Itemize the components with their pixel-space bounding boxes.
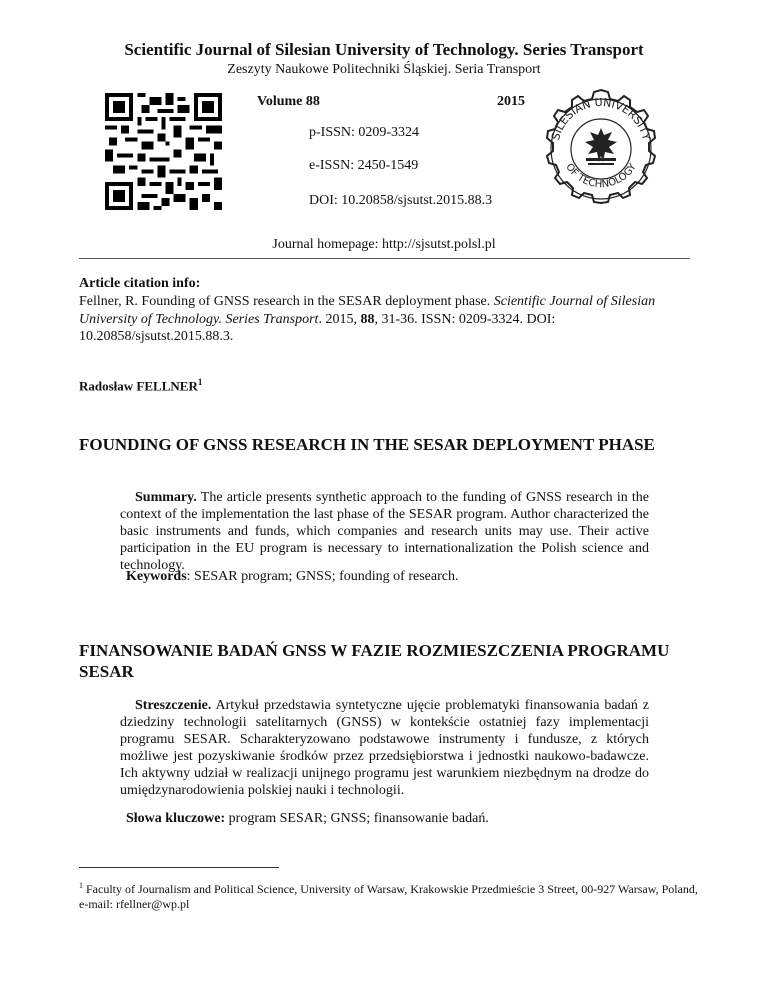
p-issn: p-ISSN: 0209-3324 [309, 125, 420, 140]
citation-volume: 88 [360, 311, 375, 327]
year-label: 2015 [497, 94, 525, 109]
citation-journal: Scientific Journal of Silesian University of Technology. Series Transport [79, 294, 656, 327]
streszczenie-label: Streszczenie. [135, 698, 212, 713]
author-footnote-mark: 1 [197, 377, 203, 387]
e-issn: e-ISSN: 2450-1549 [309, 158, 419, 173]
footnote [79, 878, 699, 912]
keywords-english [126, 569, 458, 585]
keywords-text: : SESAR program; GNSS; founding of research. [186, 569, 459, 584]
doi: DOI: 10.20858/sjsutst.2015.88.3 [309, 193, 493, 208]
footnote-divider [79, 867, 279, 868]
citation-part: , 31-36. ISSN: 0209-3324. DOI: 10.20858/sjsutst.2015.88.3. [79, 311, 556, 344]
footnote-text: Faculty of Journalism and Political Science, University of Warsaw, Krakowskie Przedmieście 3 Street, 00-927 Warsaw, Poland, e-mail: rfellner@wp.pl [79, 882, 698, 911]
seal-text-bottom: OF TECHNOLOGY [563, 161, 639, 191]
svg-text:OF TECHNOLOGY [563, 161, 639, 190]
citation-heading: Article citation info: [79, 276, 201, 291]
citation-part: . 2015, [318, 311, 361, 327]
journal-subtitle: Zeszyty Naukowe Politechniki Śląskiej. Seria Transport [227, 62, 541, 77]
author-name-text: Radosław FELLNER [79, 378, 198, 394]
streszczenie-text: Artykuł przedstawia syntetyczne ujęcie problematyki finansowania badań z dziedziny technologii satelitarnych (GNSS) w kontekście ostatniej fazy implementacji programu SESAR. Scharakteryzowano podstawowe instrumenty i fundusze, z których możliwe jest pozyskiwanie środków przez przedsiębiorstwa i jednostki naukowo-badawcze. Ich aktywny udział w realizacji unijnego programu jest warunkiem niezbędnym na drodze do umiędzynarodowienia polskiej nauki i technologii. [120, 698, 649, 798]
article-title-english: FOUNDING OF GNSS RESEARCH IN THE SESAR DEPLOYMENT PHASE [79, 435, 655, 454]
header-divider [79, 258, 690, 259]
qr-code-icon [105, 93, 222, 210]
summary-english [120, 489, 649, 574]
seal-text-top: SILESIAN UNIVERSITY [549, 95, 653, 142]
summary-label: Summary. [135, 490, 197, 505]
citation-text [79, 293, 691, 346]
keywords-label: Keywords [126, 569, 187, 584]
slowa-kluczowe-label: Słowa kluczowe: [126, 811, 226, 826]
volume-label: Volume 88 [257, 94, 320, 109]
journal-title: Scientific Journal of Silesian University of Technology. Series Transport [124, 40, 644, 59]
journal-homepage: Journal homepage: http://sjsutst.polsl.pl [272, 237, 496, 252]
summary-polish [120, 697, 649, 799]
keywords-polish [126, 811, 489, 827]
footnote-mark: 1 [79, 881, 83, 890]
author-name [79, 377, 202, 394]
article-title-polish: FINANSOWANIE BADAŃ GNSS W FAZIE ROZMIESZCZENIA PROGRAMU SESAR [79, 641, 670, 681]
university-seal-icon [538, 86, 664, 212]
slowa-kluczowe-text: program SESAR; GNSS; finansowanie badań. [225, 811, 489, 826]
summary-text: The article presents synthetic approach to the funding of GNSS research in the context of the implementation the last phase of the SESAR program. Author characterized the basic instruments and funds, which companies and research units may use. Their active participation in the EU program is necessary to internationalization the Polish science and technology. [120, 490, 649, 573]
citation-part: Fellner, R. Founding of GNSS research in the SESAR deployment phase. [79, 294, 494, 309]
